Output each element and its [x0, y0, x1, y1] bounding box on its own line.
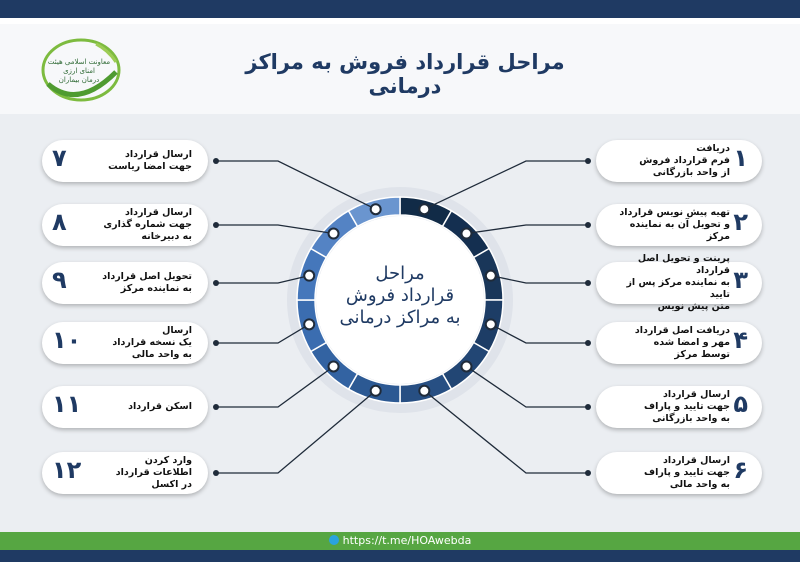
connector-end-11: [213, 404, 219, 410]
step-card-4: [596, 322, 762, 364]
ring-dot-7: [371, 204, 381, 214]
step-number: ۷: [52, 144, 67, 172]
step-text: تهیه پیش نویس قرارداد و تحویل آن به نماینده مرکز: [619, 207, 730, 242]
step-text: پرینت و تحویل اصل قرارداد به نماینده مرکز پس از تایید متن پیش نویس: [626, 253, 730, 312]
step-card-7: [42, 140, 208, 182]
step-card-10: [42, 322, 208, 364]
connector-end-2: [585, 222, 591, 228]
step-card-5: [596, 386, 762, 428]
step-number: ۸: [52, 208, 67, 236]
footer-link-text[interactable]: https://t.me/HOAwebda: [342, 534, 472, 547]
connector-end-10: [213, 340, 219, 346]
ring-dot-1: [419, 204, 429, 214]
step-card-11: [42, 386, 208, 428]
connector-end-7: [213, 158, 219, 164]
step-text: دریافت اصل قرارداد مهر و امضا شده توسط مرکز: [634, 325, 730, 360]
telegram-icon: [329, 535, 339, 545]
connector-end-12: [213, 470, 219, 476]
step-text: ارسال قرارداد جهت تایید و پاراف به واحد مالی: [644, 455, 730, 490]
step-text: ارسال قرارداد جهت تایید و پاراف به واحد بازرگانی: [644, 389, 730, 424]
connector-6: [424, 391, 588, 473]
step-number: ۱۰: [52, 326, 82, 354]
connector-end-5: [585, 404, 591, 410]
ring-dot-8: [329, 229, 339, 239]
connector-end-1: [585, 158, 591, 164]
ring-dot-4: [486, 319, 496, 329]
ring-dot-11: [329, 361, 339, 371]
ring-dot-12: [371, 386, 381, 396]
step-card-6: [596, 452, 762, 494]
ring-dot-3: [486, 271, 496, 281]
connector-end-8: [213, 222, 219, 228]
ring-dot-9: [304, 271, 314, 281]
connector-end-9: [213, 280, 219, 286]
step-number: ۱: [733, 144, 748, 172]
step-number: ۱۱: [52, 390, 82, 418]
step-card-3: [596, 253, 762, 312]
connector-end-6: [585, 470, 591, 476]
ring-dot-2: [461, 229, 471, 239]
connector-end-4: [585, 340, 591, 346]
step-card-9: [42, 262, 208, 304]
step-text: ارسال قرارداد جهت امضا ریاست: [108, 149, 192, 172]
step-number: ۳: [733, 266, 748, 294]
step-card-1: [596, 140, 762, 182]
ring-dot-5: [461, 361, 471, 371]
step-card-12: [42, 452, 208, 494]
logo-line-2: درمان بیماران: [58, 76, 100, 84]
step-number: ۹: [52, 266, 67, 294]
step-number: ۲: [733, 208, 748, 236]
step-number: ۶: [733, 456, 748, 484]
ring-dot-6: [419, 386, 429, 396]
logo-line-1: معاونت اسلامی هیئت امنای ارزی: [47, 58, 111, 75]
step-number: ۴: [733, 326, 748, 354]
center-label: [315, 263, 485, 329]
step-text: تحویل اصل قرارداد به نماینده مرکز: [102, 271, 192, 294]
page-title: مراحل قرارداد فروش به مراکز درمانی: [245, 50, 565, 98]
connector-12: [216, 391, 376, 473]
footer-link[interactable]: [0, 534, 800, 547]
step-number: ۵: [733, 390, 748, 418]
footer-bottom-bar: [0, 550, 800, 562]
center-line-3: به مراکز درمانی: [339, 307, 461, 328]
center-line-1: مراحل: [375, 263, 425, 284]
step-card-2: [596, 204, 762, 246]
step-card-8: [42, 204, 208, 246]
ring-dot-10: [304, 319, 314, 329]
step-number: ۱۲: [52, 456, 82, 484]
step-text: دریافت فرم قرارداد فروش از واحد بازرگانی: [639, 143, 730, 178]
center-line-2: قرارداد فروش: [345, 285, 455, 306]
step-text: اسکن قرارداد: [128, 401, 192, 412]
step-text: ارسال قرارداد جهت شماره گذاری به دبیرخانه: [103, 207, 192, 242]
connector-end-3: [585, 280, 591, 286]
step-text: ارسال یک نسخه قرارداد به واحد مالی: [112, 325, 192, 360]
step-text: وارد کردن اطلاعات قرارداد در اکسل: [115, 455, 192, 490]
